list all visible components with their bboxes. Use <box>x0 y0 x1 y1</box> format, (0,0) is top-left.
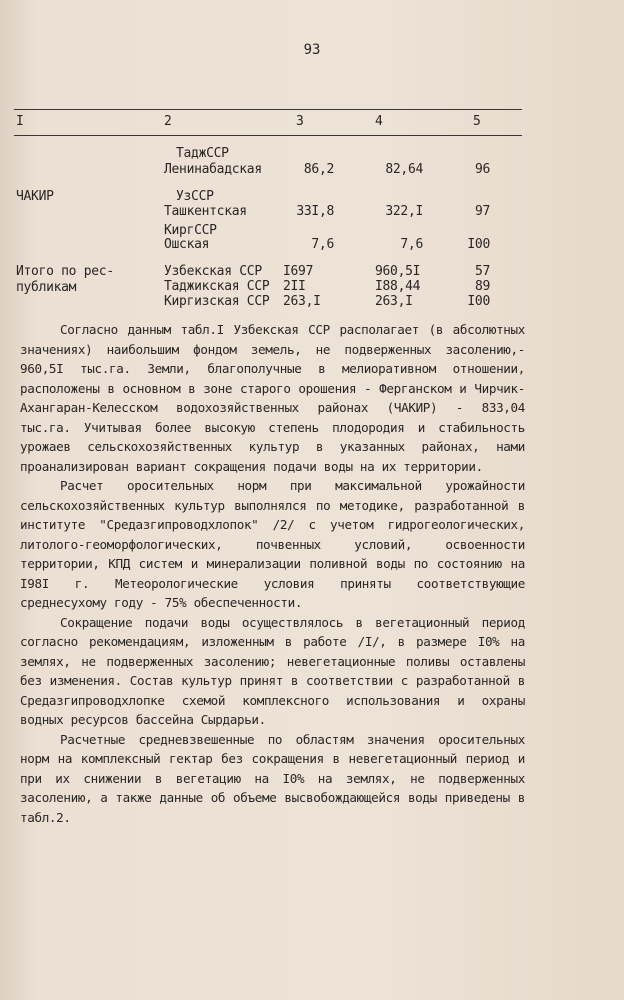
column-header-5: 5 <box>473 114 481 129</box>
totals-row-col3: 263,I <box>283 294 321 309</box>
table-row-col3: 7,6 <box>311 237 334 252</box>
table-row-republic: УзССР <box>176 189 214 204</box>
body-text <box>20 320 525 827</box>
totals-row-col5: 89 <box>474 279 490 294</box>
totals-row-col4: I88,44 <box>375 279 421 294</box>
paragraph: Согласно данным табл.I Узбекская ССР располагает (в абсолютных значениях) наибольшим фондом земель, не подверженных засолению,- 960,5I тыс.га. Земли, благополучные в мелиоративном отношении, расположены в основном в зоне старого орошения - Ферганском и Чирчик-Ахангаран-Келесском водохозяйственных районах (ЧАКИР) - 833,04 тыс.га. Учитывая более высокую степень плодородия и стабильность урожаев сельскохозяйственных культур в указанных районах, нами проанализирован вариант сокращения подачи воды на их территории. <box>20 322 525 474</box>
page-number: 93 <box>303 42 321 58</box>
table-row-republic: КиргССР <box>164 223 217 238</box>
table-row-area: Ташкентская <box>164 204 247 219</box>
totals-row-col4: 960,5I <box>375 264 421 279</box>
table-row-col5: I00 <box>467 237 490 252</box>
column-header-4: 4 <box>375 114 383 129</box>
table-row-col4: 7,6 <box>400 237 423 252</box>
table-row-col3: 86,2 <box>303 162 334 177</box>
totals-row-col5: I00 <box>467 294 490 309</box>
totals-label: Итого по рес- <box>16 264 114 279</box>
table-row-col3: 33I,8 <box>296 204 334 219</box>
table-row-area: Ленинабадская <box>164 162 262 177</box>
totals-row-name: Киргизская ССР <box>164 294 270 309</box>
totals-row-col4: 263,I <box>375 294 413 309</box>
totals-row-col3: 2II <box>283 279 306 294</box>
column-header-2: 2 <box>164 114 172 129</box>
table-header-rule <box>14 135 522 136</box>
totals-row-name: Узбекская ССР <box>164 264 262 279</box>
column-header-1: I <box>16 114 24 129</box>
paragraph: Расчет оросительных норм при максимальной урожайности сельскохозяйственных культур выполнялся по методике, разработанной в институте "Средазгипроводхлопок" /2/ с учетом гидрогеологических, литолого-геоморфологических, почвенных условий, освоенности территории, КПД систем и минерализации поливной воды по состоянию на I98I г. Метеорологические условия приняты соответствующие среднесухому году - 75% обеспеченности. <box>20 478 525 610</box>
table-row-area: Ошская <box>164 237 210 252</box>
table-row-col5: 96 <box>474 162 490 177</box>
table-top-rule <box>14 109 522 110</box>
table-row-region: ЧАКИР <box>16 189 54 204</box>
paragraph: Сокращение подачи воды осуществлялось в вегетационный период согласно рекомендациям, изложенным в работе /I/, в размере I0% на землях, не подверженных засолению; невегетационные поливы оставлены без изменения. Состав культур принят в соответствии с разработанной в Средазгипроводхлопке схемой комплексного использования и охраны водных ресурсов бассейна Сырдарьи. <box>20 614 525 727</box>
totals-row-col5: 57 <box>474 264 490 279</box>
totals-row-name: Таджикская ССР <box>164 279 270 294</box>
table-row-col5: 97 <box>474 204 490 219</box>
column-header-3: 3 <box>296 114 304 129</box>
totals-label: публикам <box>16 280 77 295</box>
table-row-col4: 82,64 <box>385 162 423 177</box>
table-row-col4: 322,I <box>385 204 423 219</box>
totals-row-col3: I697 <box>283 264 314 279</box>
paragraph: Расчетные средневзвешенные по областям значения оросительных норм на комплексный гектар без сокращения в невегетационный период и при их снижении в вегетацию на I0% на землях, не подверженных засолению, а также данные об объеме высвобождающейся воды приведены в табл.2. <box>20 731 525 825</box>
table-row-republic: ТаджССР <box>176 146 229 161</box>
